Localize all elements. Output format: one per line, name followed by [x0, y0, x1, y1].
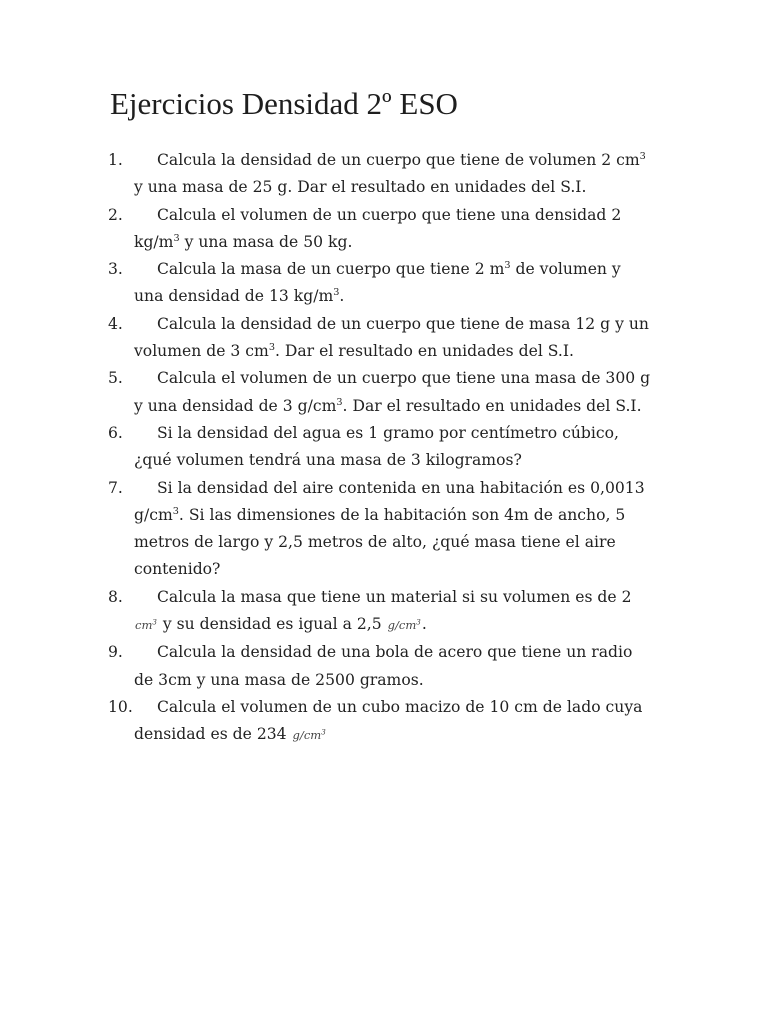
list-item: [108, 639, 653, 694]
list-item: [108, 420, 653, 475]
item-text: Calcula la densidad de una bola de acero que tiene un radio de 3cm y una masa de 2500 gramos.: [134, 643, 633, 689]
unit-cm-formula: $cm^3$: [135, 617, 157, 633]
unit-density-formula: $g/cm^3$: [292, 727, 326, 743]
unit-density-formula: $g/cm^3$: [387, 617, 421, 633]
item-text: Calcula la densidad de un cuerpo que tiene de masa 12 g y un volumen de 3 $cm^3$. Dar el resultado en unidades del S.I.: [134, 314, 649, 361]
item-text: Calcula la densidad de un cuerpo que tiene de volumen 2 $cm^3$ y una masa de 25 g. Dar el resultado en unidades del S.I.: [134, 151, 646, 197]
item-number: 10.: [108, 697, 133, 716]
list-item: [108, 694, 653, 750]
item-number: 3.: [108, 260, 123, 279]
item-number: 8.: [108, 587, 123, 606]
exercise-list: [108, 147, 653, 750]
list-item: [108, 584, 653, 640]
item-text: Calcula la masa de un cuerpo que tiene 2 $m^3$ de volumen y una densidad de 13 $kg/m^3$.: [134, 260, 621, 306]
item-number: 5.: [108, 369, 123, 388]
item-number: 2.: [108, 205, 123, 224]
item-text: Calcula el volumen de un cubo macizo de 10 cm de lado cuya densidad es de 234 $g/cm^3$: [134, 697, 643, 744]
item-text: Si la densidad del aire contenida en una habitación es 0,0013 $g/cm^3$. Si las dimensiones de la habitación son 4m de ancho, 5 metros de largo y 2,5 metros de alto, ¿qué masa tiene el aire contenido?: [134, 478, 645, 579]
document-title: Ejercicios Densidad 2º ESO: [110, 86, 458, 121]
item-text: Calcula el volumen de un cuerpo que tiene una densidad 2 $kg/m^3$ y una masa de 50 kg.: [134, 205, 622, 251]
item-text: Calcula la masa que tiene un material si su volumen es de 2 $cm^3$ y su densidad es igual a 2,5 $g/cm^3$.: [135, 587, 632, 634]
item-number: 4.: [108, 314, 123, 333]
item-number: 6.: [108, 423, 123, 442]
item-number: 1.: [108, 151, 123, 169]
item-text: Si la densidad del agua es 1 gramo por centímetro cúbico, ¿qué volumen tendrá una masa de 3 kilogramos?: [134, 423, 619, 470]
list-item: [108, 256, 653, 311]
list-item: [108, 365, 653, 420]
list-item: [108, 147, 653, 202]
list-item: [108, 202, 653, 257]
item-text: Calcula el volumen de un cuerpo que tiene una masa de 300 g y una densidad de 3 $g/cm^3$. Dar el resultado en unidades del S.I.: [134, 369, 651, 415]
item-number: 9.: [108, 643, 123, 662]
list-item: [108, 311, 653, 366]
item-number: 7.: [108, 478, 123, 497]
list-item: [108, 475, 653, 584]
